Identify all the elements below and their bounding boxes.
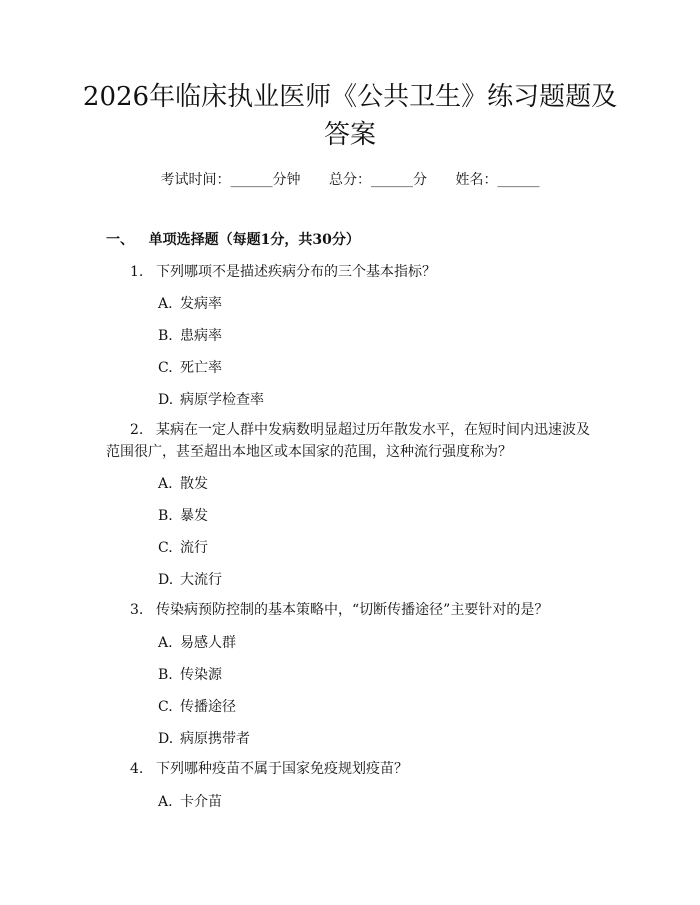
option-letter: C. (158, 540, 173, 556)
option-letter: D. (158, 731, 174, 747)
question-1 (130, 261, 436, 283)
option-3c (158, 697, 236, 717)
section-heading (106, 230, 360, 250)
exam-meta (0, 170, 700, 190)
question-2 (106, 419, 600, 463)
question-number: 1. (130, 264, 144, 280)
option-letter: A. (158, 296, 173, 312)
question-3 (130, 599, 548, 621)
option-text: 病原携带者 (180, 731, 250, 747)
option-letter: D. (158, 572, 174, 588)
option-letter: A. (158, 794, 173, 810)
option-text: 传染源 (180, 667, 222, 683)
option-2b (158, 506, 208, 526)
question-text: 传染病预防控制的基本策略中，“切断传播途径”主要针对的是？ (156, 602, 549, 618)
question-text: 下列哪项不是描述疾病分布的三个基本指标？ (156, 264, 436, 280)
option-letter: D. (158, 392, 174, 408)
document-title: 2026年临床执业医师《公共卫生》练习题题及答案 (82, 82, 618, 150)
option-letter: B. (158, 508, 173, 524)
option-letter: A. (158, 476, 173, 492)
option-letter: C. (158, 699, 173, 715)
option-letter: A. (158, 635, 173, 651)
question-text: 下列哪种疫苗不属于国家免疫规划疫苗？ (156, 761, 408, 777)
option-text: 大流行 (180, 572, 222, 588)
total-score-field: 总分：______分 (329, 172, 427, 188)
option-4a (158, 792, 222, 812)
question-number: 4. (130, 761, 144, 777)
question-number: 2. (130, 422, 144, 438)
name-field: 姓名：______ (455, 172, 540, 188)
option-text: 暴发 (180, 508, 208, 524)
option-3b (158, 665, 222, 685)
question-4 (130, 758, 408, 780)
option-2a (158, 474, 208, 494)
option-text: 传播途径 (180, 699, 236, 715)
option-1c (158, 358, 222, 378)
option-text: 死亡率 (180, 360, 222, 376)
option-1a (158, 294, 222, 314)
option-3a (158, 633, 236, 653)
exam-time-field: 考试时间：______分钟 (160, 172, 301, 188)
question-number: 3. (130, 602, 144, 618)
option-2c (158, 538, 208, 558)
question-text: 某病在一定人群中发病数明显超过历年散发水平，在短时间内迅速波及范围很广，甚至超出本地区或本国家的范围，这种流行强度称为？ (106, 422, 590, 460)
option-text: 散发 (180, 476, 208, 492)
option-text: 患病率 (180, 328, 222, 344)
option-1d (158, 390, 264, 410)
option-text: 发病率 (180, 296, 222, 312)
option-1b (158, 326, 222, 346)
section-number: 一、 (106, 232, 134, 248)
option-text: 流行 (180, 540, 208, 556)
option-letter: B. (158, 667, 173, 683)
option-text: 病原学检查率 (180, 392, 264, 408)
option-text: 易感人群 (180, 635, 236, 651)
option-2d (158, 570, 222, 590)
option-3d (158, 729, 250, 749)
option-letter: B. (158, 328, 173, 344)
option-text: 卡介苗 (180, 794, 222, 810)
section-title: 单项选择题（每题1分，共30分） (148, 232, 360, 248)
option-letter: C. (158, 360, 173, 376)
